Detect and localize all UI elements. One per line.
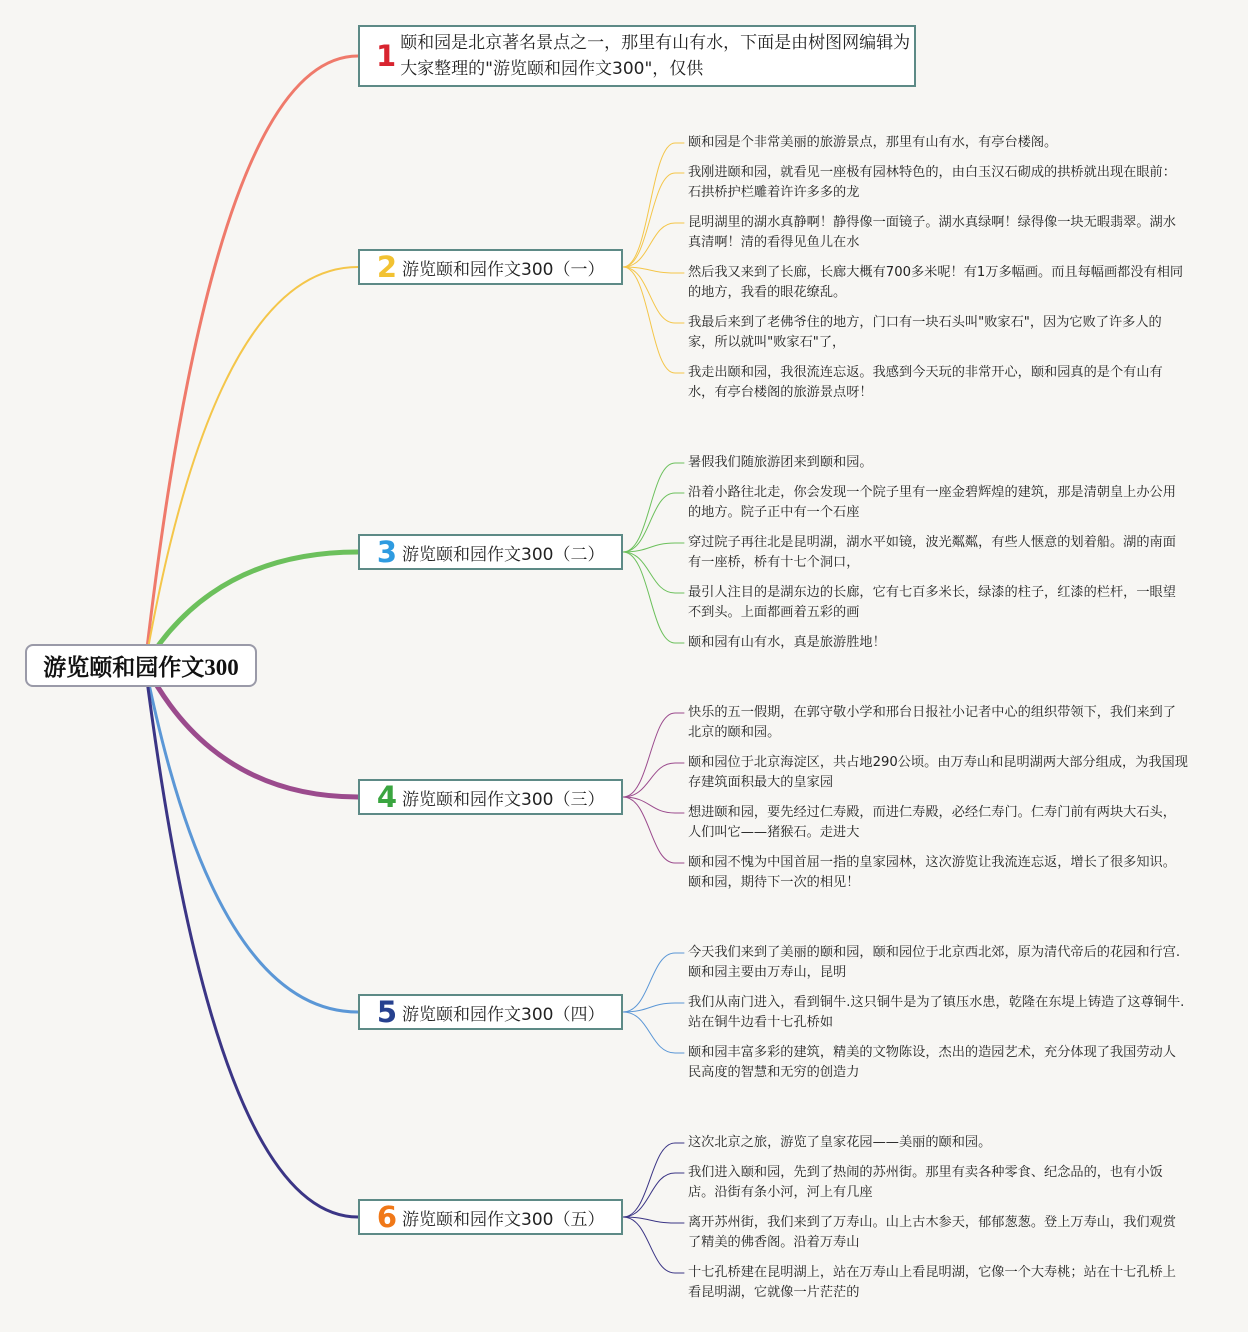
branch-2[interactable] <box>358 249 623 285</box>
leaf-connector <box>623 552 684 643</box>
branch-4-leaf[interactable]: 想进颐和园，要先经过仁寿殿，而进仁寿殿，必经仁寿门。仁寿门前有两块大石头，人们叫它——猪猴石。走进大 <box>688 805 1176 840</box>
leaf-connector <box>623 223 684 267</box>
leaf-connector <box>623 1173 684 1217</box>
leaf-connector <box>623 1217 684 1273</box>
leaf-connector <box>623 797 684 813</box>
branch-6-leaf[interactable]: 离开苏州街，我们来到了万寿山。山上古木参天，郁郁葱葱。登上万寿山，我们观赏了精美的佛香阁。沿着万寿山 <box>688 1215 1176 1250</box>
branch-5[interactable] <box>358 994 623 1030</box>
branch-1[interactable] <box>358 25 916 87</box>
branch-5-leaf[interactable]: 颐和园丰富多彩的建筑，精美的文物陈设，杰出的造园艺术，充分体现了我国劳动人民高度的智慧和无穷的创造力 <box>688 1045 1176 1080</box>
branch-2-number: 2 <box>376 249 398 284</box>
branch-1-text: 颐和园是北京著名景点之一，那里有山有水，下面是由树图网编辑为大家整理的"游览颐和园作文300"，仅供 <box>400 33 911 79</box>
branch-3-leaf[interactable]: 最引人注目的是湖东边的长廊，它有七百多米长，绿漆的柱子，红漆的栏杆，一眼望不到头。上面都画着五彩的画 <box>688 585 1176 620</box>
branch-5-number: 5 <box>376 994 398 1029</box>
branch-3-text: 游览颐和园作文300（二） <box>402 544 605 565</box>
branch-5-leaf[interactable]: 我们从南门进入，看到铜牛.这只铜牛是为了镇压水患，乾隆在东堤上铸造了这尊铜牛.站在铜牛边看十七孔桥如 <box>688 995 1185 1030</box>
leaf-connector <box>623 713 684 797</box>
branch-3-number: 3 <box>376 534 398 569</box>
branch-3-leaf[interactable]: 沿着小路往北走，你会发现一个院子里有一座金碧辉煌的建筑，那是清朝皇上办公用的地方。院子正中有一个石座 <box>688 485 1176 520</box>
branch-6-text: 游览颐和园作文300（五） <box>402 1209 605 1230</box>
branch-4-leaf[interactable]: 颐和园位于北京海淀区，共占地290公顷。由万寿山和昆明湖两大部分组成，为我国现存建筑面积最大的皇家园 <box>688 755 1188 790</box>
leaf-connector <box>623 1143 684 1217</box>
branch-2-leaf[interactable]: 然后我又来到了长廊，长廊大概有700多米呢！有1万多幅画。而且每幅画都没有相同的地方，我看的眼花缭乱。 <box>688 265 1184 300</box>
leaf-connector <box>623 1012 684 1053</box>
branch-4-leaf[interactable]: 快乐的五一假期，在郭守敬小学和邢台日报社小记者中心的组织带领下，我们来到了北京的颐和园。 <box>688 705 1176 740</box>
branch-3-leaf[interactable]: 穿过院子再往北是昆明湖，湖水平如镜，波光粼粼，有些人惬意的划着船。湖的南面有一座桥，桥有十七个洞口， <box>688 535 1176 570</box>
branch-6-leaf[interactable]: 十七孔桥建在昆明湖上，站在万寿山上看昆明湖，它像一个大寿桃；站在十七孔桥上看昆明湖，它就像一片茫茫的 <box>688 1265 1176 1300</box>
branch-5-leaf[interactable]: 今天我们来到了美丽的颐和园，颐和园位于北京西北郊，原为清代帝后的花园和行宫.颐和园主要由万寿山，昆明 <box>688 945 1181 980</box>
leaf-connector <box>623 267 684 323</box>
root-node[interactable]: 游览颐和园作文300 <box>25 644 257 687</box>
branch-3-leaf[interactable]: 暑假我们随旅游团来到颐和园。 <box>688 455 873 470</box>
branch-2-leaf[interactable]: 我走出颐和园，我很流连忘返。我感到今天玩的非常开心，颐和园真的是个有山有水，有亭台楼阁的旅游景点呀！ <box>688 365 1163 400</box>
leaf-connector <box>623 143 684 267</box>
branch-6-leaf[interactable]: 我们进入颐和园，先到了热闹的苏州街。那里有卖各种零食、纪念品的，也有小饭店。沿街有条小河，河上有几座 <box>688 1165 1163 1200</box>
branch-6-leaf[interactable]: 这次北京之旅，游览了皇家花园——美丽的颐和园。 <box>688 1135 992 1150</box>
branch-4[interactable] <box>358 779 623 815</box>
branch-3-leaf[interactable]: 颐和园有山有水，真是旅游胜地！ <box>688 635 886 650</box>
branch-4-number: 4 <box>376 779 398 814</box>
branch-4-text: 游览颐和园作文300（三） <box>402 789 605 810</box>
branch-2-leaf[interactable]: 我最后来到了老佛爷住的地方，门口有一块石头叫"败家石"，因为它败了许多人的家，所以就叫"败家石"了， <box>688 315 1162 350</box>
leaf-connector <box>623 552 684 593</box>
branch-2-text: 游览颐和园作文300（一） <box>402 259 605 280</box>
branch-2-connector <box>145 267 358 665</box>
branch-6-number: 6 <box>376 1199 398 1234</box>
branch-2-leaf[interactable]: 昆明湖里的湖水真静啊！静得像一面镜子。湖水真绿啊！绿得像一块无暇翡翠。湖水真清啊！清的看得见鱼儿在水 <box>688 215 1176 250</box>
branch-4-leaf[interactable]: 颐和园不愧为中国首屈一指的皇家园林，这次游览让我流连忘返，增长了很多知识。颐和园，期待下一次的相见！ <box>688 855 1176 890</box>
branch-6-connector <box>145 665 358 1217</box>
leaf-connector <box>623 463 684 552</box>
branch-2-leaf[interactable]: 我刚进颐和园，就看见一座极有园林特色的，由白玉汉石砌成的拱桥就出现在眼前：石拱桥护栏雕着许许多多的龙 <box>688 165 1176 200</box>
branch-1-number: 1 <box>376 38 397 73</box>
leaf-connector <box>623 763 684 797</box>
branch-6[interactable] <box>358 1199 623 1235</box>
leaf-connector <box>623 1003 684 1012</box>
branch-3[interactable] <box>358 534 623 570</box>
branch-5-text: 游览颐和园作文300（四） <box>402 1004 605 1025</box>
leaf-connector <box>623 267 684 373</box>
branch-2-leaf[interactable]: 颐和园是个非常美丽的旅游景点，那里有山有水，有亭台楼阁。 <box>688 135 1058 150</box>
